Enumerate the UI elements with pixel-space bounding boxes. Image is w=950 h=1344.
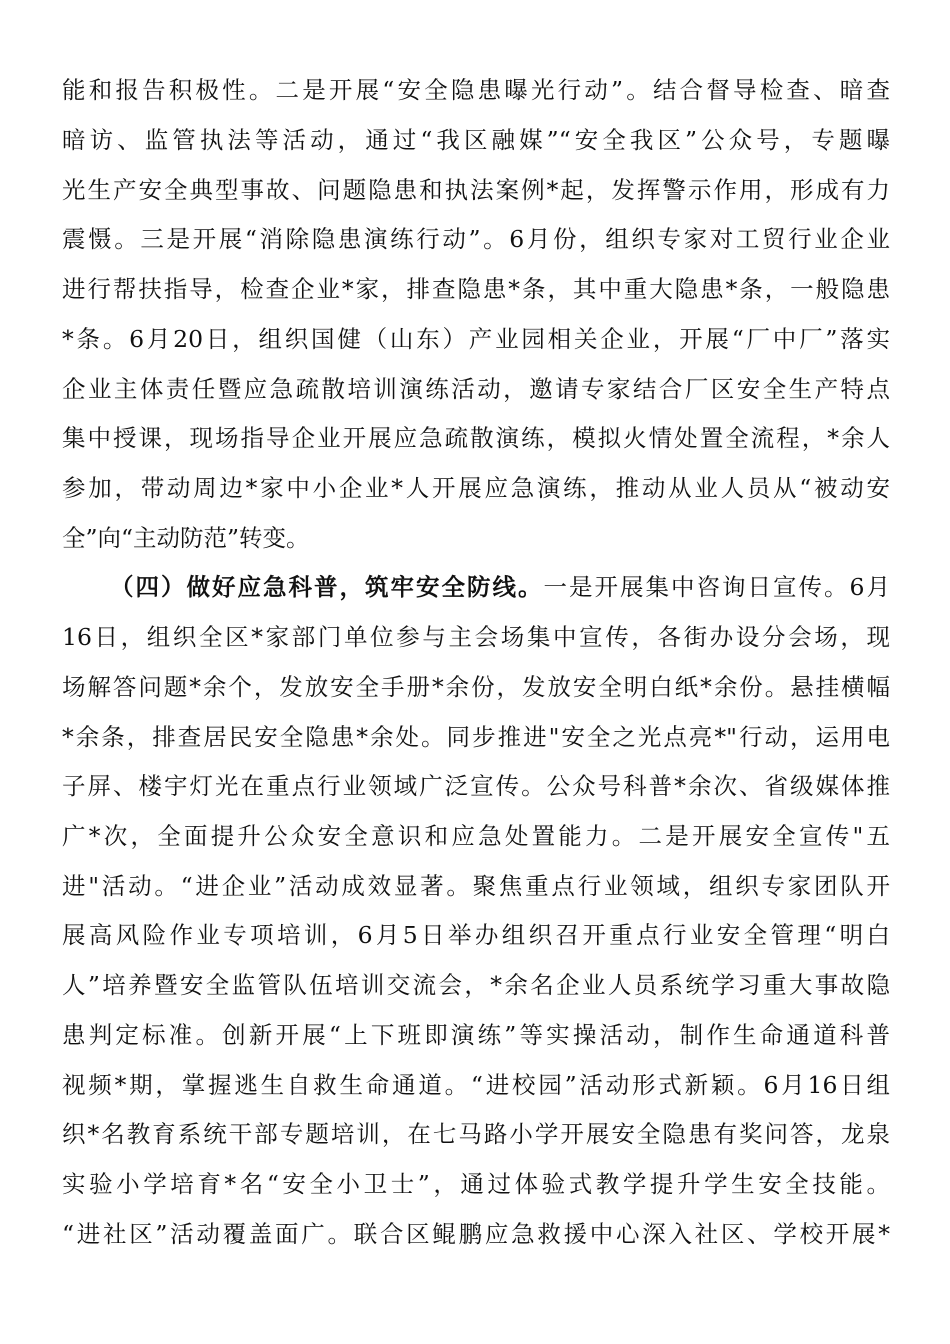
section-heading: （四）做好应急科普，筑牢安全防线。	[110, 573, 544, 601]
paragraph-line: “进社区”活动覆盖面广。联合区鲲鹏应急救援中心深入社区、学校开展*	[62, 1220, 890, 1248]
paragraph-line: 震慑。三是开展“消除隐患演练行动”。6月份，组织专家对工贸行业企业	[62, 225, 890, 253]
section-heading-rest: 一是开展集中咨询日宣传。6月	[543, 573, 890, 601]
paragraph-line: *条。6月20日，组织国健（山东）产业园相关企业，开展“厂中厂”落实	[62, 325, 890, 353]
paragraph-line: 能和报告积极性。二是开展“安全隐患曝光行动”。结合督导检查、暗查	[62, 76, 890, 104]
paragraph-line: 企业主体责任暨应急疏散培训演练活动，邀请专家结合厂区安全生产特点	[62, 375, 890, 403]
paragraph-line: 16日，组织全区*家部门单位参与主会场集中宣传，各街办设分会场，现	[62, 623, 890, 651]
paragraph-line: 人”培养暨安全监管队伍培训交流会，*余名企业人员系统学习重大事故隐	[62, 971, 890, 999]
paragraph-line: 全”向“主动防范”转变。	[62, 524, 310, 552]
paragraph-line: 患判定标准。创新开展“上下班即演练”等实操活动，制作生命通道科普	[62, 1021, 890, 1049]
paragraph-line: 进行帮扶指导，检查企业*家，排查隐患*条，其中重大隐患*条，一般隐患	[62, 275, 890, 303]
paragraph-line: 光生产安全典型事故、问题隐患和执法案例*起，发挥警示作用，形成有力	[62, 176, 890, 204]
paragraph-line: 展高风险作业专项培训，6月5日举办组织召开重点行业安全管理“明白	[62, 921, 890, 949]
paragraph-line: 场解答问题*余个，发放安全手册*余份，发放安全明白纸*余份。悬挂横幅	[62, 673, 890, 701]
paragraph-line: 广*次，全面提升公众安全意识和应急处置能力。二是开展安全宣传"五	[62, 822, 890, 850]
paragraph-line: 暗访、监管执法等活动，通过“我区融媒”“安全我区”公众号，专题曝	[62, 126, 890, 154]
paragraph-line: 织*名教育系统干部专题培训，在七马路小学开展安全隐患有奖问答，龙泉	[62, 1120, 890, 1148]
paragraph-line: 子屏、楼宇灯光在重点行业领域广泛宣传。公众号科普*余次、省级媒体推	[62, 772, 890, 800]
paragraph-line: 集中授课，现场指导企业开展应急疏散演练，模拟火情处置全流程，*余人	[62, 424, 890, 452]
section-heading-line	[110, 572, 890, 602]
paragraph-line: *余条，排查居民安全隐患*余处。同步推进"安全之光点亮*"行动，运用电	[62, 723, 890, 751]
paragraph-line: 实验小学培育*名“安全小卫士”，通过体验式教学提升学生安全技能。	[62, 1170, 890, 1198]
paragraph-line: 视频*期，掌握逃生自救生命通道。“进校园”活动形式新颖。6月16日组	[62, 1071, 890, 1099]
paragraph-line: 参加，带动周边*家中小企业*人开展应急演练，推动从业人员从“被动安	[62, 474, 890, 502]
paragraph-line: 进"活动。“进企业”活动成效显著。聚焦重点行业领域，组织专家团队开	[62, 872, 890, 900]
